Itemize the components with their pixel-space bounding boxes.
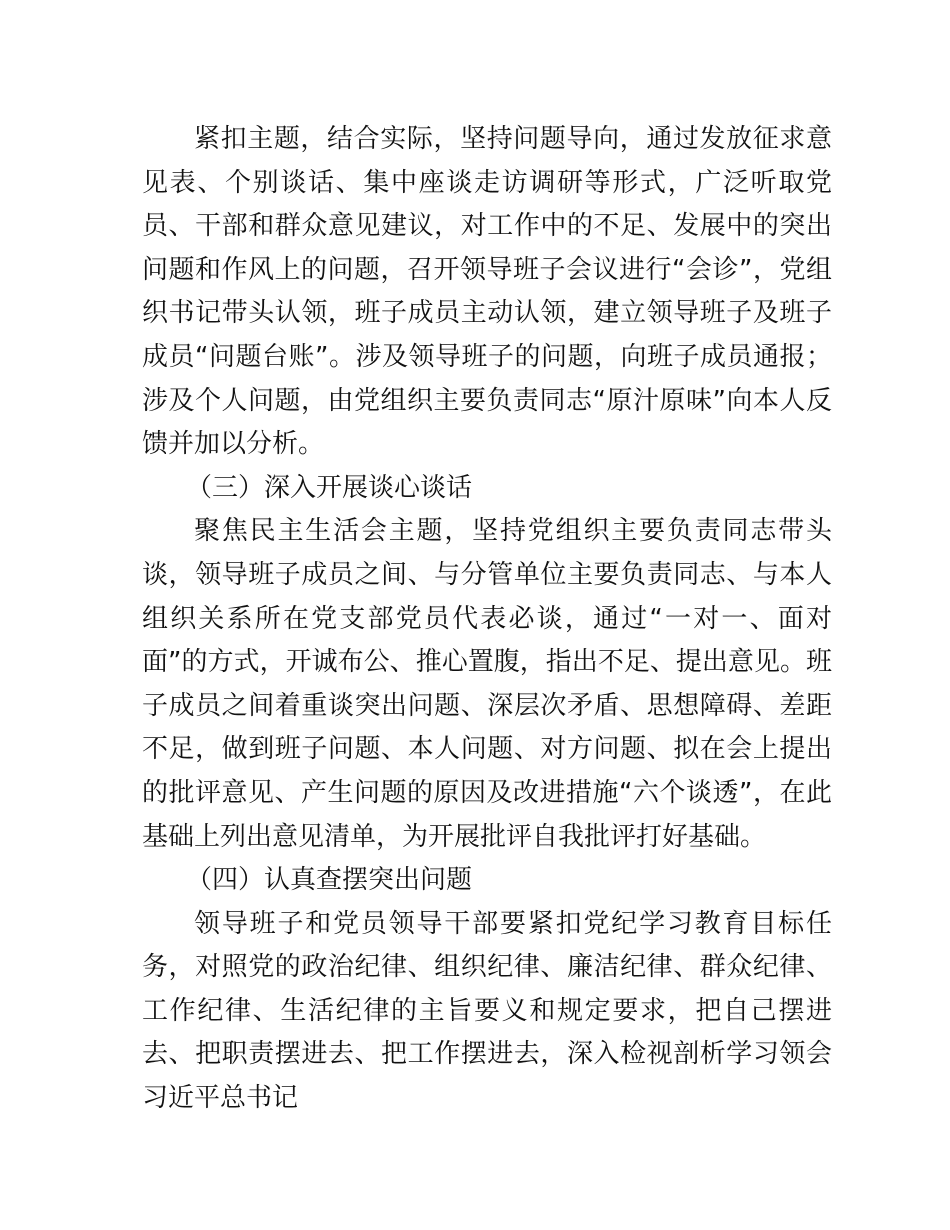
section-heading-heart-to-heart-talks: （三）深入开展谈心谈话 — [186, 472, 473, 503]
section-heading-identify-problems: （四）认真查摆突出问题 — [186, 865, 473, 896]
paragraph-identify-problems: 领导班子和党员领导干部要紧扣党纪学习教育目标任务，对照党的政治纪律、组织纪律、廉洁纪律、群众纪律、工作纪律、生活纪律的主旨要义和规定要求，把自己摆进去、把职责摆进去、把工作摆进去，深入检视剖析学习领会习近平总书记 — [142, 908, 832, 1114]
paragraph-problem-collection: 紧扣主题，结合实际，坚持问题导向，通过发放征求意见表、个别谈话、集中座谈走访调研等形式，广泛听取党员、干部和群众意见建议，对工作中的不足、发展中的突出问题和作风上的问题，召开领导班子会议进行“会诊”，党组织书记带头认领，班子成员主动认领，建立领导班子及班子成员“问题台账”。涉及领导班子的问题，向班子成员通报；涉及个人问题，由党组织主要负责同志“原汁原味”向本人反馈并加以分析。 — [142, 124, 832, 460]
document-body — [142, 118, 832, 1121]
paragraph-heart-to-heart-talks: 聚焦民主生活会主题，坚持党组织主要负责同志带头谈，领导班子成员之间、与分管单位主要负责同志、与本人组织关系所在党支部党员代表必谈，通过“一对一、面对面”的方式，开诚布公、推心置腹，指出不足、提出意见。班子成员之间着重谈突出问题、深层次矛盾、思想障碍、差距不足，做到班子问题、本人问题、对方问题、拟在会上提出的批评意见、产生问题的原因及改进措施“六个谈透”，在此基础上列出意见清单，为开展批评自我批评打好基础。 — [142, 516, 832, 852]
